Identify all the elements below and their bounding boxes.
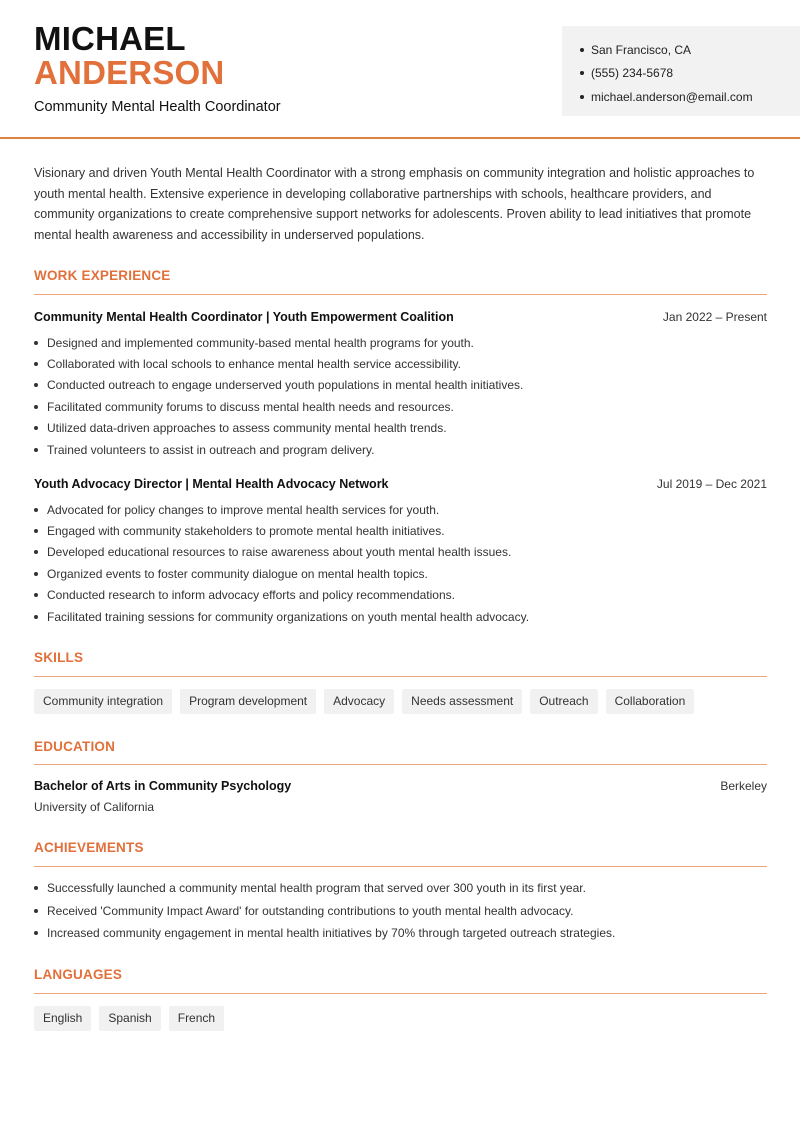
list-item: Trained volunteers to assist in outreach and program delivery. <box>34 439 767 460</box>
job-bullets <box>34 499 767 627</box>
language-tag: Spanish <box>99 1006 160 1031</box>
school-name: University of California <box>34 800 155 814</box>
list-item: Successfully launched a community mental health program that served over 300 youth in its first year. <box>34 877 767 899</box>
degree: Bachelor of Arts in Community Psychology <box>34 779 292 793</box>
contact-email: michael.anderson@email.com <box>580 85 800 109</box>
section-title-work: WORK EXPERIENCE <box>34 268 171 283</box>
job-title: Community Mental Health Coordinator <box>34 99 281 115</box>
language-tag: French <box>169 1006 224 1031</box>
section-title-languages: LANGUAGES <box>34 967 123 982</box>
skill-tag: Program development <box>180 689 316 714</box>
section-divider <box>34 866 767 867</box>
list-item: Organized events to foster community dialogue on mental health topics. <box>34 563 767 584</box>
languages-list <box>34 1006 224 1031</box>
bullet-icon <box>34 572 38 576</box>
skill-tag: Community integration <box>34 689 172 714</box>
list-item: Facilitated community forums to discuss mental health needs and resources. <box>34 396 767 417</box>
bullet-icon <box>580 48 584 52</box>
bullet-icon <box>34 448 38 452</box>
contact-location: San Francisco, CA <box>580 38 800 62</box>
contact-box <box>562 26 800 116</box>
bullet-icon <box>34 508 38 512</box>
resume-header <box>0 0 800 139</box>
section-divider <box>34 676 767 677</box>
list-item: Designed and implemented community-based mental health programs for youth. <box>34 332 767 353</box>
skill-tag: Outreach <box>530 689 597 714</box>
list-item: Advocated for policy changes to improve mental health services for youth. <box>34 499 767 520</box>
list-item: Utilized data-driven approaches to assess community mental health trends. <box>34 418 767 439</box>
list-item: Collaborated with local schools to enhance mental health service accessibility. <box>34 353 767 374</box>
skills-list <box>34 689 694 714</box>
bullet-icon <box>34 362 38 366</box>
list-item: Received 'Community Impact Award' for outstanding contributions to youth mental health advocacy. <box>34 899 767 921</box>
bullet-icon <box>580 95 584 99</box>
first-name: MICHAEL <box>34 20 186 57</box>
education-location: Berkeley <box>720 779 767 793</box>
last-name: ANDERSON <box>34 54 225 91</box>
bullet-icon <box>34 529 38 533</box>
achievements-list <box>34 877 767 944</box>
bullet-icon <box>34 341 38 345</box>
skill-tag: Collaboration <box>606 689 695 714</box>
section-divider <box>34 764 767 765</box>
list-item: Engaged with community stakeholders to promote mental health initiatives. <box>34 520 767 541</box>
section-divider <box>34 993 767 994</box>
bullet-icon <box>34 405 38 409</box>
job-dates: Jan 2022 – Present <box>662 310 767 324</box>
bullet-icon <box>34 909 38 913</box>
bullet-icon <box>34 886 38 890</box>
job-header <box>34 477 767 491</box>
list-item: Facilitated training sessions for community organizations on youth mental health advocacy. <box>34 606 767 627</box>
list-item: Conducted research to inform advocacy efforts and policy recommendations. <box>34 585 767 606</box>
list-item: Conducted outreach to engage underserved youth populations in mental health initiatives. <box>34 375 767 396</box>
bullet-icon <box>34 383 38 387</box>
job-header <box>34 310 767 324</box>
education-header <box>34 779 767 793</box>
bullet-icon <box>34 931 38 935</box>
job-dates: Jul 2019 – Dec 2021 <box>656 477 767 491</box>
section-title-skills: SKILLS <box>34 650 84 665</box>
bullet-icon <box>34 550 38 554</box>
section-divider <box>34 294 767 295</box>
job-role-company: Youth Advocacy Director | Mental Health Advocacy Network <box>34 477 389 491</box>
bullet-icon <box>580 71 584 75</box>
skill-tag: Needs assessment <box>402 689 522 714</box>
job-bullets <box>34 332 767 460</box>
language-tag: English <box>34 1006 91 1031</box>
section-title-education: EDUCATION <box>34 739 116 754</box>
contact-phone: (555) 234-5678 <box>580 62 800 86</box>
list-item: Developed educational resources to raise awareness about youth mental health issues. <box>34 542 767 563</box>
job-role-company: Community Mental Health Coordinator | Youth Empowerment Coalition <box>34 310 454 324</box>
bullet-icon <box>34 615 38 619</box>
section-title-achievements: ACHIEVEMENTS <box>34 840 144 855</box>
skill-tag: Advocacy <box>324 689 394 714</box>
bullet-icon <box>34 426 38 430</box>
bullet-icon <box>34 593 38 597</box>
candidate-name <box>34 22 224 90</box>
list-item: Increased community engagement in mental health initiatives by 70% through targeted outreach strategies. <box>34 922 767 944</box>
summary-paragraph: Visionary and driven Youth Mental Health Coordinator with a strong emphasis on community integration and holistic approaches to youth mental health. Extensive experience in developing collaborative partnerships with schools, healthcare providers, and community organizations to create comprehensive support networks for adolescents. Proven ability to lead initiatives that promote mental health awareness and accessibility in underserved populations. <box>34 166 755 243</box>
